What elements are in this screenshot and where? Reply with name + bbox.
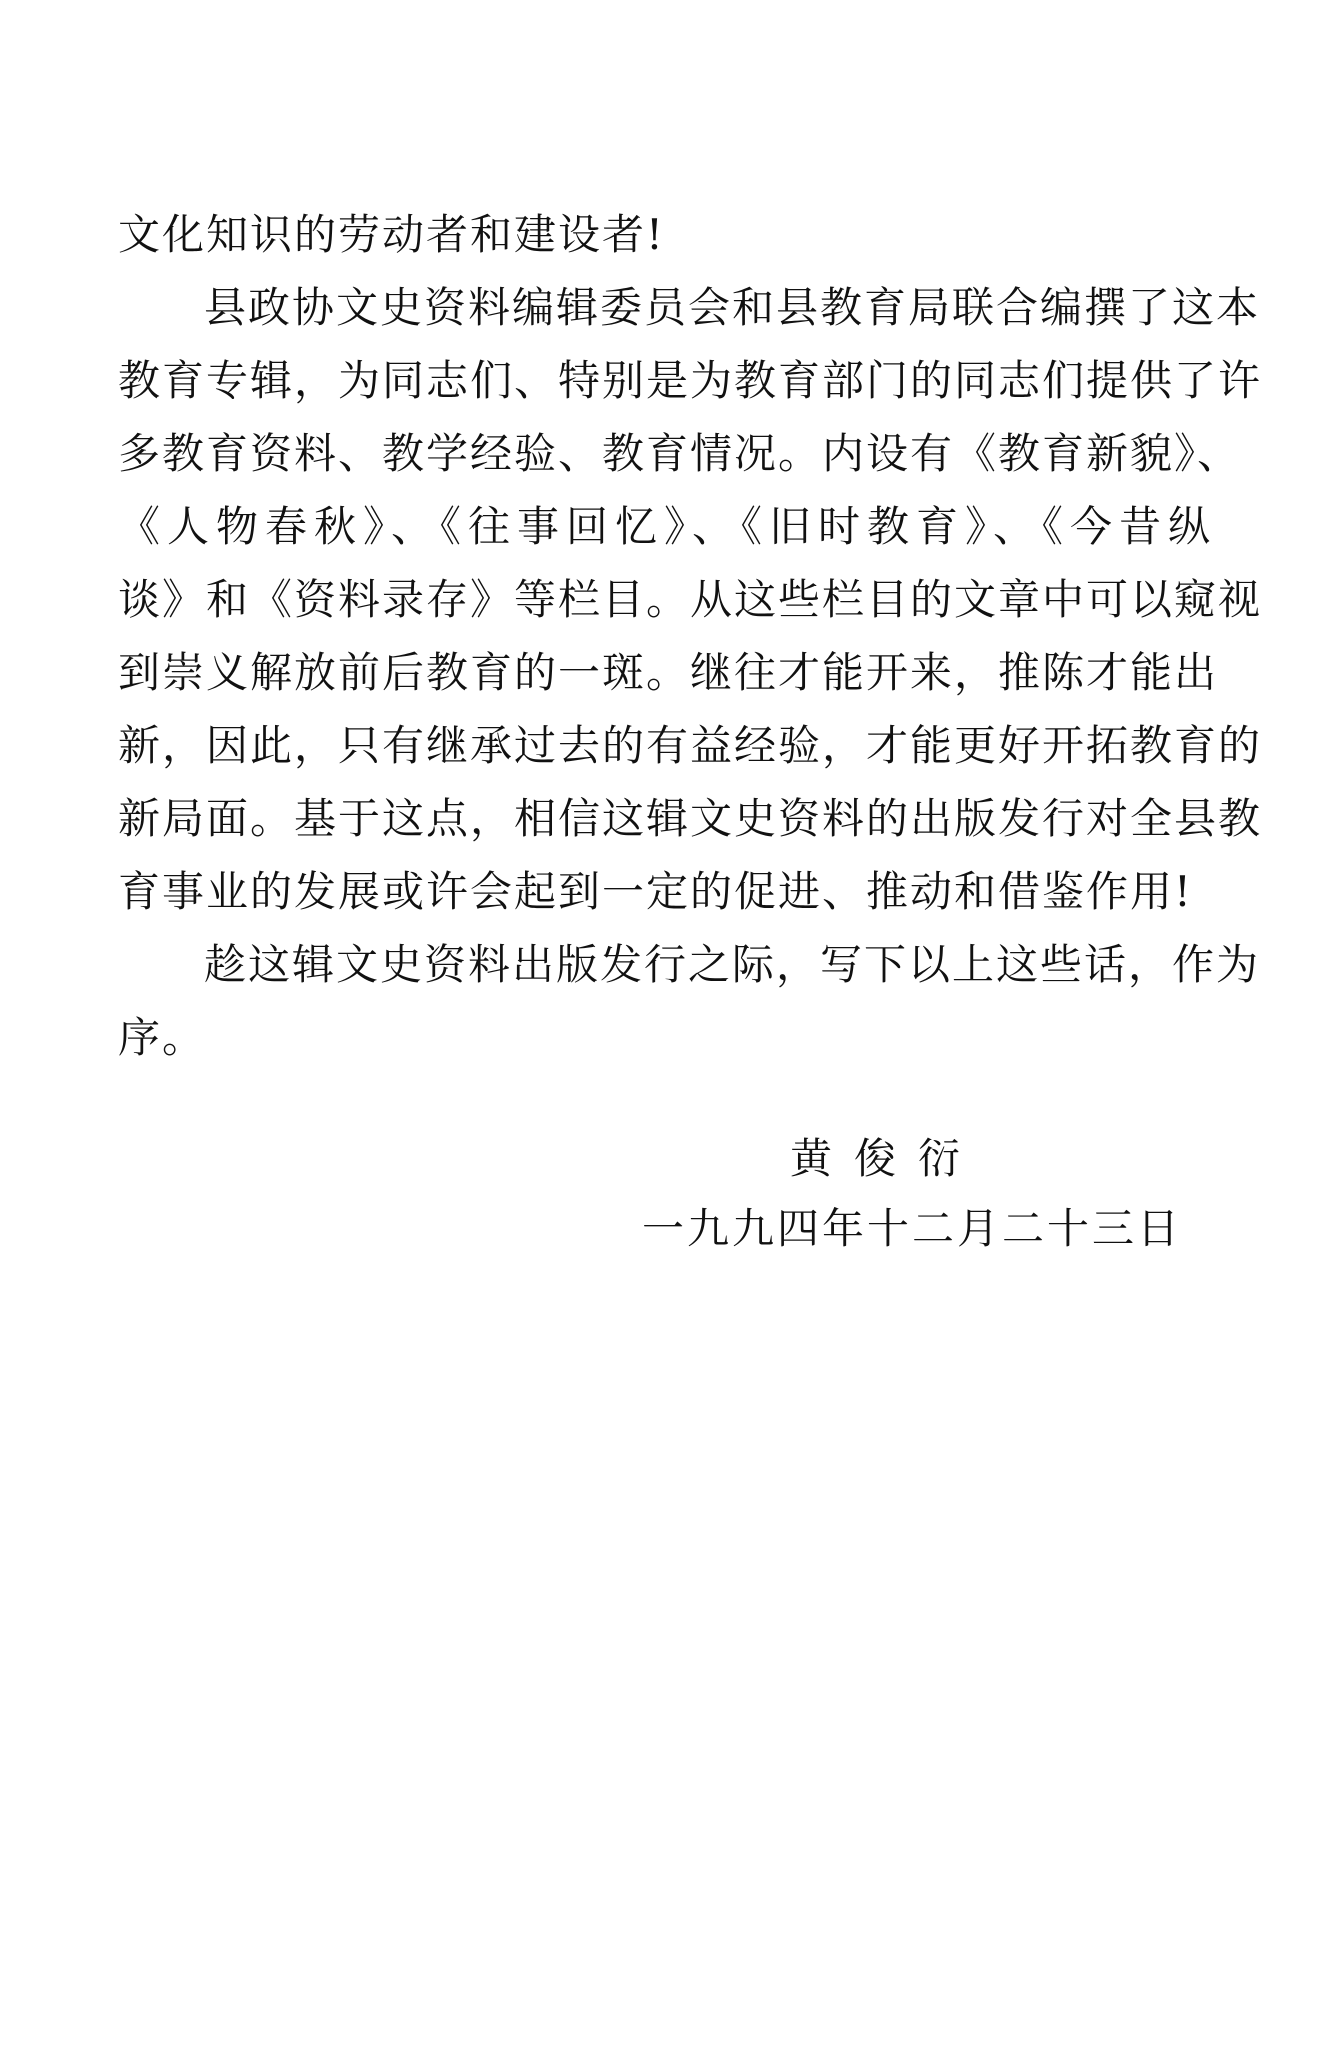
text-line: 教育专辑，为同志们、特别是为教育部门的同志们提供了许: [118, 356, 1263, 405]
text-line: 到崇义解放前后教育的一斑。继往才能开来，推陈才能出: [118, 648, 1219, 697]
text-line: 新局面。基于这点，相信这辑文史资料的出版发行对全县教: [118, 794, 1263, 843]
text-line: 育事业的发展或许会起到一定的促进、推动和借鉴作用!: [118, 867, 1193, 916]
signature-date: 一九九四年十二月二十三日: [642, 1204, 1183, 1253]
text-line: 文化知识的劳动者和建设者!: [118, 210, 665, 259]
text-line: 趁这辑文史资料出版发行之际，写下以上这些话，作为: [204, 940, 1261, 989]
text-line: 多教育资料、教学经验、教育情况。内设有《教育新貌》、: [118, 429, 1242, 478]
text-line: 新，因此，只有继承过去的有益经验，才能更好开拓教育的: [118, 721, 1263, 770]
text-line: 《人物春秋》、《往事回忆》、《旧时教育》、《今昔纵: [118, 502, 1212, 551]
body-text: [118, 198, 1263, 1074]
text-line: 县政协文史资料编辑委员会和县教育局联合编撰了这本: [204, 283, 1261, 332]
author-signature: 黄俊衍: [790, 1134, 983, 1183]
text-line: 谈》和《资料录存》等栏目。从这些栏目的文章中可以窥视: [118, 575, 1263, 624]
text-line: 序。: [118, 1013, 207, 1062]
